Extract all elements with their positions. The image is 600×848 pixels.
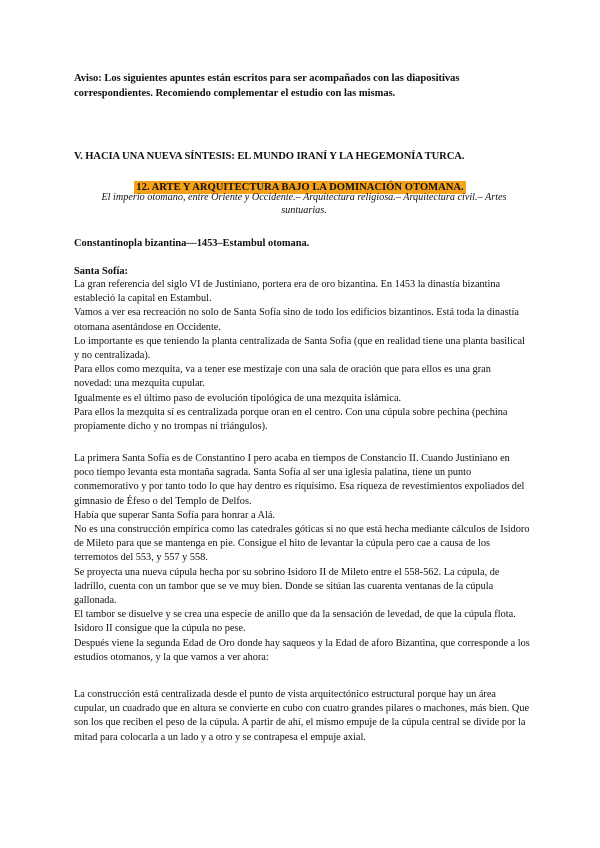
subsection-heading: Santa Sofía: bbox=[74, 266, 128, 277]
paragraph: Después viene la segunda Edad de Oro donde hay saqueos y la Edad de aforo Bizantina, que corresponde a los estudios otomanos, y la que vamos a ver ahora: bbox=[74, 637, 530, 663]
text-block-1 bbox=[74, 278, 530, 434]
paragraph: La construcción está centralizada desde el punto de vista arquitectónico estructural porque hay un área cupular, un cuadrado que en altura se convierte en cubo con cuatro grandes pilares o machones, más bien. Que son los que reciben el peso de la cúpula. A partir de ahí, el mismo empuje de la cúpula central se divide por la mitad para colocarla a un lado y a otro y se contrapesa el empuje axial. bbox=[74, 689, 530, 743]
chapter-subtitle: El imperio otomano, entre Oriente y Occidente.– Arquitectura religiosa.– Arquitectura civil.– Artes suntuarias. bbox=[101, 192, 507, 216]
text-block-3 bbox=[74, 688, 530, 745]
paragraph: Para ellos la mezquita sí es centralizada porque oran en el centro. Con una cúpula sobre pechina (pechina propiamente dicho y no trompas ni triángulos). bbox=[74, 406, 508, 433]
chapter-title: 12. ARTE Y ARQUITECTURA BAJO LA DOMINACIÓN OTOMANA. bbox=[136, 182, 464, 193]
paragraph: La primera Santa Sofía es de Constantino I pero acaba en tiempos de Constancio II. Cuando Justiniano en poco tiempo levanta esta montaña sagrada. Santa Sofía al ser una iglesia palatina, tiene un punto conmemorativo y por tanto todo lo que hay dentro es riquísimo. Esa riqueza de revestimientos expoliados del gimnasio de Éfeso o del Templo de Delfos. bbox=[74, 453, 525, 507]
paragraph: Vamos a ver esa recreación no solo de Santa Sofía sino de todo los edificios bizantinos. Está toda la dinastía otomana asentándose en Occidente. bbox=[74, 307, 519, 333]
paragraph: No es una construcción empírica como las catedrales góticas si no que está hecha mediante cálculos de Isidoro de Mileto para que se mantenga en pie. Consigue el hito de levantar la cúpula pero cae a causa de los terremotos del 553, y 557 y 558. bbox=[74, 524, 530, 564]
paragraph: Había que superar Santa Sofía para honrar a Alá. bbox=[74, 509, 275, 521]
section-heading: Constantinopla bizantina—1453–Estambul otomana. bbox=[74, 238, 310, 249]
paragraph: Igualmente es el último paso de evolución tipológica de una mezquita islámica. bbox=[74, 392, 402, 404]
paragraph: La gran referencia del siglo VI de Justiniano, portera era de oro bizantina. En 1453 la dinastía bizantina estableció la capital en Estambul. bbox=[74, 279, 501, 305]
study-notice: Aviso: Los siguientes apuntes están escritos para ser acompañados con las diapositivas correspondientes. Recomiendo complementar el estudio con las mismas. bbox=[74, 73, 460, 99]
paragraph: Se proyecta una nueva cúpula hecha por su sobrino Isidoro II de Mileto entre el 558-562. La cúpula, de ladrillo, cuenta con un tambor que se ve muy bien. Donde se sitúan las cuarenta ventanas de la cúpula gallonada. bbox=[74, 566, 500, 607]
text-block-2 bbox=[74, 452, 530, 665]
paragraph: El tambor se disuelve y se crea una especie de anillo que da la sensación de levedad, de que la cúpula flota. Isidoro II consigue que la cúpula no pese. bbox=[74, 609, 516, 635]
unit-title: V. HACIA UNA NUEVA SÍNTESIS: EL MUNDO IRANÍ Y LA HEGEMONÍA TURCA. bbox=[74, 151, 465, 162]
paragraph: Lo importante es que teniendo la planta centralizada de Santa Sofía (que en realidad tiene una planta basilical y no centralizada). bbox=[74, 335, 525, 362]
paragraph: Para ellos como mezquita, va a tener ese mestizaje con una sala de oración que para ellos es una gran novedad: una mezquita cupular. bbox=[74, 364, 491, 390]
